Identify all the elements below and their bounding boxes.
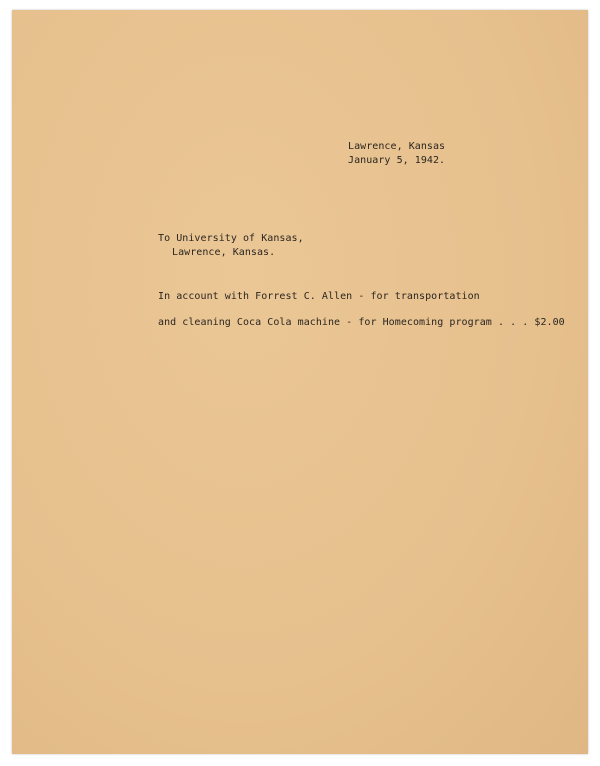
account-line-1: In account with Forrest C. Allen - for transportation <box>158 291 480 302</box>
addressee-line-1: To University of Kansas, <box>158 233 304 244</box>
letter-page <box>12 10 588 754</box>
place-line: Lawrence, Kansas <box>348 141 446 152</box>
addressee-line-2: Lawrence, Kansas. <box>172 247 276 258</box>
date-line: January 5, 1942. <box>348 155 446 166</box>
account-line-2: and cleaning Coca Cola machine - for Homecoming program . . . $2.00 <box>158 317 565 328</box>
